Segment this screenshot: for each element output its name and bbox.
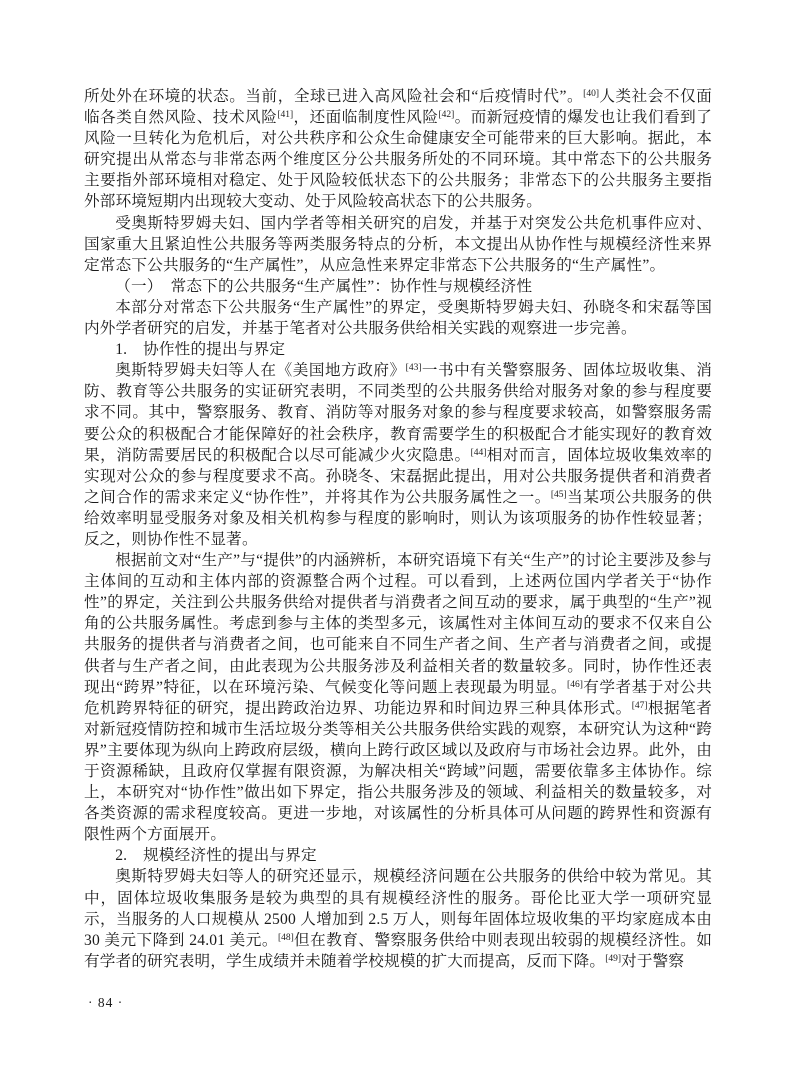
paragraph: 奥斯特罗姆夫妇等人的研究还显示，规模经济问题在公共服务的供给中较为常见。其中，固体垃圾收集服务是较为典型的具有规模经济性的服务。哥伦比亚大学一项研究显示，当服务的人口规模从 2500 人增加到 2.5 万人，则每年固体垃圾收集的平均家庭成本由 30 美元下降到 24.01 美元。[48]但在教育、警察服务供给中则表现出较弱的规模经济性。如有学者的研究表明，学生成绩并未随着学校规模的扩大而提高，反而下降。[49]对于警察 (84, 868, 712, 970)
footnote-ref: [48] (277, 932, 294, 943)
footnote-ref: [41] (277, 110, 294, 121)
section-heading: 2. 规模经济性的提出与界定 (115, 847, 317, 865)
document-body (84, 86, 712, 972)
footnote-ref: [42] (438, 110, 455, 121)
footnote-ref: [47] (631, 700, 648, 711)
section-heading: 1. 协作性的提出与界定 (115, 341, 286, 359)
paragraph: 根据前文对“生产”与“提供”的内涵辨析，本研究语境下有关“生产”的讨论主要涉及参与主体间的互动和主体内部的资源整合两个过程。可以看到，上述两位国内学者关于“协作性”的界定，关注到公共服务供给对提供者与消费者之间互动的要求，属于典型的“生产”视角的公共服务属性。考虑到参与主体的类型多元，该属性对主体间互动的要求不仅来自公共服务的提供者与消费者之间，也可能来自不同生产者之间、生产者与消费者之间，或提供者与生产者之间，由此表现为公共服务涉及利益相关者的数量较多。同时，协作性还表现出“跨界”特征，以在环境污染、气候变化等问题上表现最为明显。[46]有学者基于对公共危机跨界特征的研究，提出跨政治边界、功能边界和时间边界三种具体形式。[47]根据笔者对新冠疫情防控和城市生活垃圾分类等相关公共服务供给实践的观察，本研究认为这种“跨界”主要体现为纵向上跨政府层级，横向上跨行政区域以及政府与市场社会边界。此外，由于资源稀缺，且政府仅掌握有限资源，为解决相关“跨域”问题，需要依靠多主体协作。综上，本研究对“协作性”做出如下界定，指公共服务涉及的领域、利益相关的数量较多，对各类资源的需求程度较高。更进一步地，对该属性的分析具体可从问题的跨界性和资源有限性两个方面展开。 (84, 552, 712, 844)
footnote-ref: [49] (605, 953, 622, 964)
footnote-ref: [46] (567, 679, 583, 690)
paragraph: 奥斯特罗姆夫妇等人在《美国地方政府》[43]一书中有关警察服务、固体垃圾收集、消防、教育等公共服务的实证研究表明，不同类型的公共服务供给对服务对象的参与程度要求不同。其中，警察服务、教育、消防等对服务对象的参与程度要求较高，如警察服务需要公众的积极配合才能保障好的社会秩序，教育需要学生的积极配合才能实现好的教育效果，消防需要居民的积极配合以尽可能减少火灾隐患。[44]相对而言，固体垃圾收集效率的实现对公众的参与程度要求不高。孙晓冬、宋磊据此提出，用对公共服务提供者和消费者之间合作的需求来定义“协作性”，并将其作为公共服务属性之一。[45]当某项公共服务的供给效率明显受服务对象及相关机构参与程度的影响时，则认为该项服务的协作性较显著；反之，则协作性不显著。 (84, 362, 712, 548)
footnote-ref: [44] (470, 447, 487, 458)
paragraph: 本部分对常态下公共服务“生产属性”的界定，受奥斯特罗姆夫妇、孙晓冬和宋磊等国内外学者研究的启发，并基于笔者对公共服务供给相关实践的观察进一步完善。 (84, 298, 712, 338)
footnote-ref: [43] (405, 363, 422, 374)
footnote-ref: [40] (583, 89, 599, 99)
paragraph: 所处外在环境的状态。当前，全球已进入高风险社会和“后疫情时代”。[40]人类社会不仅面临各类自然风险、技术风险[41]，还面临制度性风险[42]。而新冠疫情的爆发也让我们看到了风险一旦转化为危机后，对公共秩序和公众生命健康安全可能带来的巨大影响。据此，本研究提出从常态与非常态两个维度区分公共服务所处的不同环境。其中常态下的公共服务主要指外部环境相对稳定、处于风险较低状态下的公共服务；非常态下的公共服务主要指外部环境短期内出现较大变动、处于风险较高状态下的公共服务。 (84, 88, 712, 211)
section-heading: （一） 常态下的公共服务“生产属性”：协作性与规模经济性 (115, 277, 533, 295)
footnote-ref: [45] (550, 489, 567, 500)
paragraph: 受奥斯特罗姆夫妇、国内学者等相关研究的启发，并基于对突发公共危机事件应对、国家重大且紧迫性公共服务等两类服务特点的分析，本文提出从协作性与规模经济性来界定常态下公共服务的“生产属性”，从应急性来界定非常态下公共服务的“生产属性”。 (84, 214, 712, 274)
page-number: · 84 · (88, 995, 124, 1010)
